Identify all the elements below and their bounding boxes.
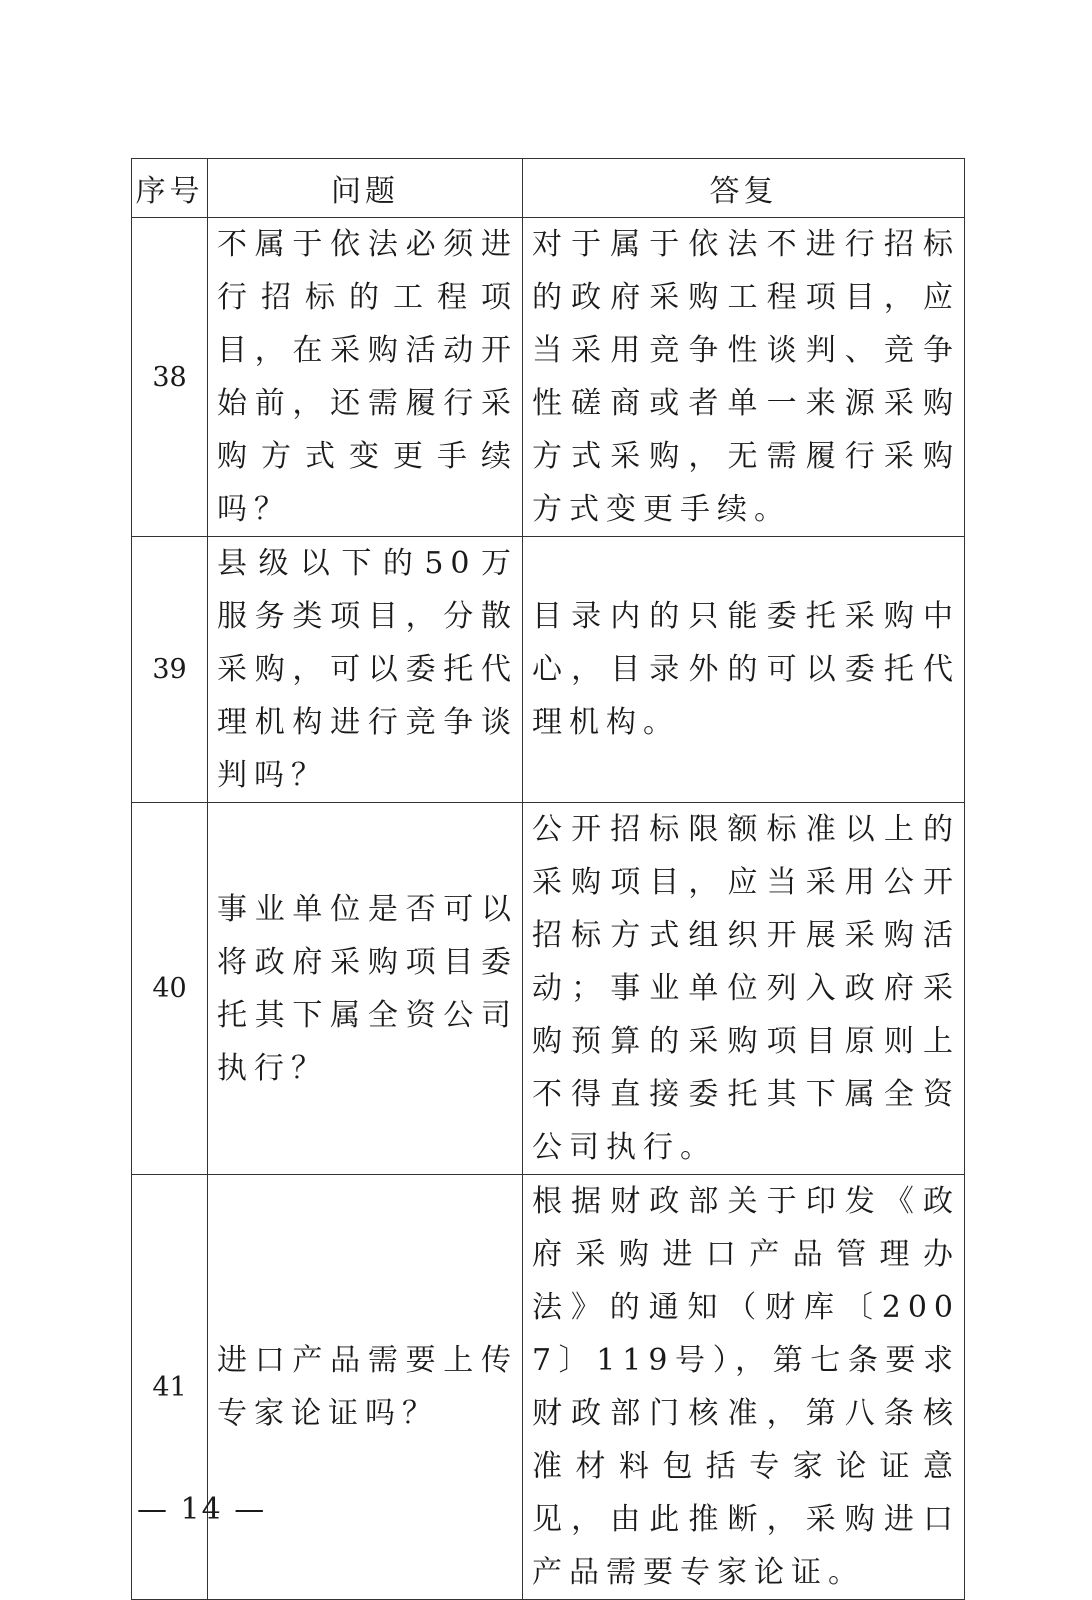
answer-cell: 目录内的只能委托采购中心，目录外的可以委托代理机构。 [523, 537, 965, 803]
table-row [132, 537, 965, 803]
row-number: 38 [132, 218, 208, 537]
question-cell: 不属于依法必须进行招标的工程项目，在采购活动开始前，还需履行采购方式变更手续吗？ [208, 218, 523, 537]
page-number: — 14 — [137, 1492, 267, 1527]
table-row [132, 218, 965, 537]
answer-cell: 对于属于依法不进行招标的政府采购工程项目，应当采用竞争性谈判、竞争性磋商或者单一来源采购方式采购，无需履行采购方式变更手续。 [523, 218, 965, 537]
header-answer: 答复 [523, 159, 965, 218]
row-number: 39 [132, 537, 208, 803]
row-number: 41 [132, 1175, 208, 1600]
question-cell: 县级以下的50万服务类项目，分散采购，可以委托代理机构进行竞争谈判吗？ [208, 537, 523, 803]
table-header-row [132, 159, 965, 218]
question-cell: 进口产品需要上传专家论证吗？ [208, 1175, 523, 1600]
answer-cell: 公开招标限额标准以上的采购项目，应当采用公开招标方式组织开展采购活动；事业单位列入政府采购预算的采购项目原则上不得直接委托其下属全资公司执行。 [523, 803, 965, 1175]
question-cell: 事业单位是否可以将政府采购项目委托其下属全资公司执行？ [208, 803, 523, 1175]
qa-table [131, 158, 965, 1600]
table-row [132, 803, 965, 1175]
answer-cell: 根据财政部关于印发《政府采购进口产品管理办法》的通知（财库〔2007〕119号），第七条要求财政部门核准，第八条核准材料包括专家论证意见，由此推断，采购进口产品需要专家论证。 [523, 1175, 965, 1600]
header-question: 问题 [208, 159, 523, 218]
header-no: 序号 [132, 159, 208, 218]
row-number: 40 [132, 803, 208, 1175]
table-row [132, 1175, 965, 1600]
